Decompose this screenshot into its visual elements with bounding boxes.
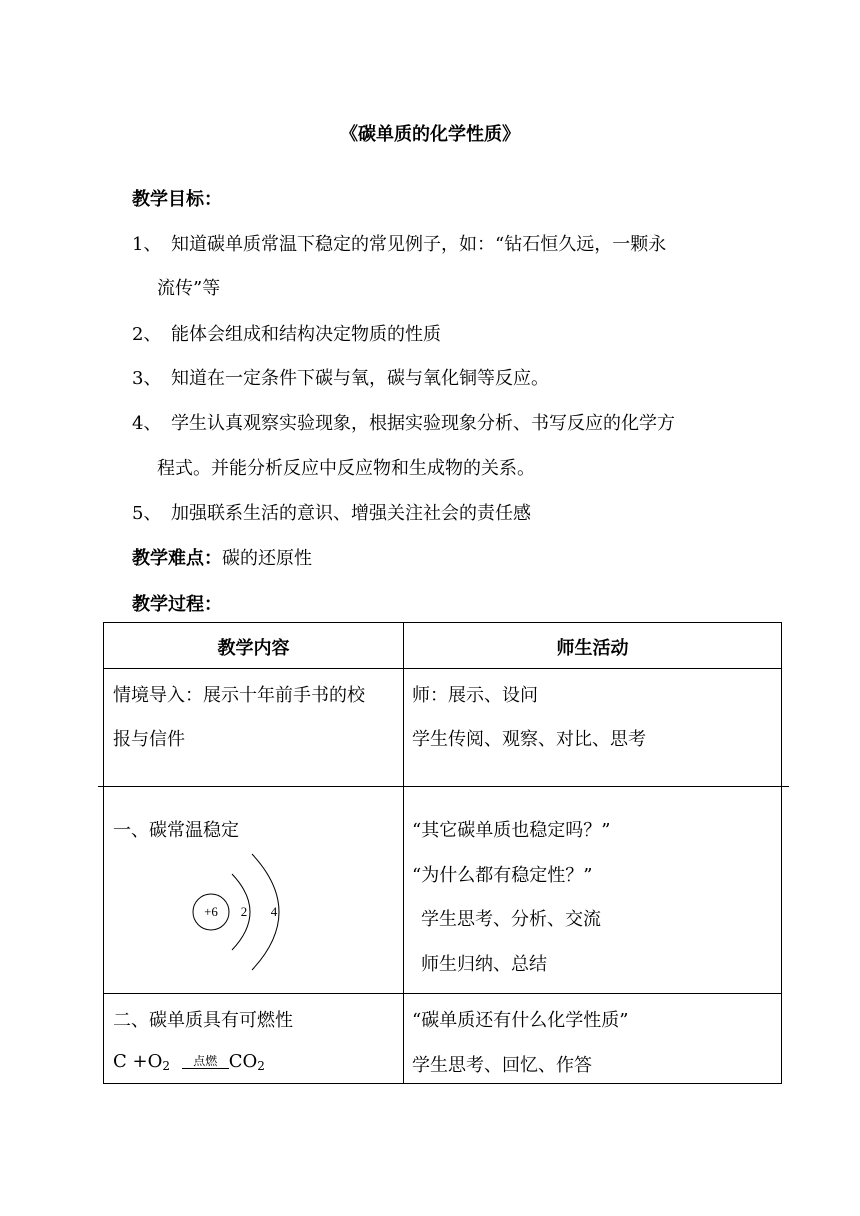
nucleus-charge: +6 bbox=[204, 904, 218, 919]
row1-content-line1: 情境导入：展示十年前手书的校 bbox=[113, 685, 365, 706]
objective-2-text: 能体会组成和结构决定物质的性质 bbox=[171, 324, 441, 345]
objective-1-text-cont: 流传”等 bbox=[157, 278, 221, 299]
objective-1-number: 1、 bbox=[132, 234, 162, 255]
equation-subscript-product: 2 bbox=[257, 1059, 265, 1073]
objective-4-text-cont: 程式。并能分析反应中反应物和生成物的关系。 bbox=[157, 458, 535, 479]
difficulty-label: 教学难点： bbox=[132, 548, 222, 569]
difficulty-line bbox=[132, 544, 312, 570]
page-title: 《碳单质的化学性质》 bbox=[340, 124, 520, 145]
objective-4-number: 4、 bbox=[132, 413, 162, 434]
carbon-atom-structure-diagram bbox=[190, 852, 290, 972]
combustion-equation bbox=[113, 1051, 265, 1073]
row2-content-line: 一、碳常温稳定 bbox=[113, 820, 239, 841]
process-heading: 教学过程： bbox=[132, 594, 222, 615]
objective-4-text: 学生认真观察实验现象，根据实验现象分析、书写反应的化学方 bbox=[171, 413, 675, 434]
row3-activity-line2: 学生思考、回忆、作答 bbox=[412, 1055, 592, 1076]
table-header-activity: 师生活动 bbox=[556, 638, 629, 659]
row2-activity-line1: “其它碳单质也稳定吗？” bbox=[412, 820, 611, 841]
equation-product: CO bbox=[228, 1051, 258, 1072]
objective-1-text: 知道碳单质常温下稳定的常见例子，如：“钻石恒久远，一颗永 bbox=[171, 234, 667, 255]
objective-5-number: 5、 bbox=[132, 503, 162, 524]
row2-activity-line3: 学生思考、分析、交流 bbox=[421, 909, 601, 930]
table-header-content: 教学内容 bbox=[217, 638, 290, 659]
row1-activity-line1: 师：展示、设问 bbox=[412, 685, 538, 706]
table-border-left bbox=[103, 622, 104, 1084]
table-border-bottom bbox=[103, 1083, 782, 1084]
shell-2-electrons: 4 bbox=[270, 904, 278, 919]
table-row-divider bbox=[98, 786, 789, 787]
row1-content-line2: 报与信件 bbox=[113, 729, 185, 750]
row2-activity-line2: “为什么都有稳定性？” bbox=[412, 865, 593, 886]
difficulty-text: 碳的还原性 bbox=[222, 548, 312, 569]
row1-activity-line2: 学生传阅、观察、对比、思考 bbox=[412, 729, 646, 750]
table-border-right bbox=[781, 622, 782, 1084]
objective-2-number: 2、 bbox=[132, 324, 162, 345]
equation-subscript-reactant: 2 bbox=[162, 1059, 170, 1073]
row2-activity-line4: 师生归纳、总结 bbox=[421, 954, 547, 975]
equation-reactants: C +O bbox=[113, 1051, 163, 1072]
shell-1-electrons: 2 bbox=[240, 904, 248, 919]
objective-5-text: 加强联系生活的意识、增强关注社会的责任感 bbox=[171, 503, 531, 524]
objectives-heading: 教学目标： bbox=[132, 189, 222, 210]
row3-activity-line1: “碳单质还有什么化学性质” bbox=[412, 1010, 629, 1031]
table-border-top bbox=[103, 622, 782, 623]
objective-3-number: 3、 bbox=[132, 368, 162, 389]
objective-3-text: 知道在一定条件下碳与氧，碳与氧化铜等反应。 bbox=[171, 368, 549, 389]
table-header-divider bbox=[103, 668, 782, 669]
table-column-divider bbox=[403, 622, 404, 1084]
row3-content-line: 二、碳单质具有可燃性 bbox=[113, 1010, 293, 1031]
equation-condition: 点燃 bbox=[182, 1054, 229, 1069]
table-row-divider bbox=[103, 993, 782, 994]
